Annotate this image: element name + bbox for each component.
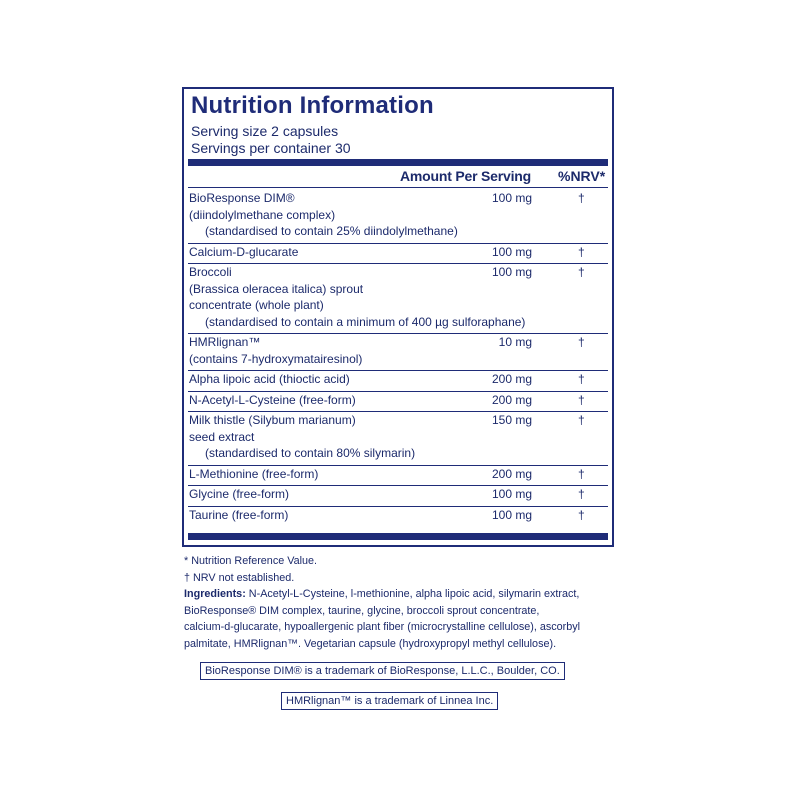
nutrient-name (189, 334, 362, 367)
nutrient-name-line: (standardised to contain 25% diindolylmethane) (205, 224, 458, 238)
nutrient-name-line: (diindolylmethane complex) (189, 207, 336, 222)
nutrient-row (184, 507, 612, 528)
nutrient-row (184, 392, 612, 413)
nutrient-name (189, 190, 458, 240)
nutrient-nrv: † (578, 413, 585, 427)
nutrient-row (184, 244, 612, 265)
nutrient-name-line: (standardised to contain 80% silymarin) (205, 446, 416, 460)
nutrient-name (189, 264, 525, 330)
nutrient-amount: 100 mg (491, 487, 532, 501)
nutrient-row (184, 371, 612, 392)
nutrient-amount: 200 mg (491, 392, 532, 407)
nutrient-name (189, 244, 298, 261)
nutrient-amount: 10 mg (498, 335, 532, 349)
nrv-definition: * Nutrition Reference Value. (184, 555, 318, 567)
nutrient-name-line: Glycine (free-form) (189, 487, 290, 501)
ingredients-line: palmitate, HMRlignan™. Vegetarian capsule (hydroxypropyl methyl cellulose). (184, 637, 557, 650)
nutrient-name-line: (Brassica oleracea italica) sprout (189, 281, 364, 296)
nutrient-row (184, 264, 612, 334)
nutrient-row (184, 486, 612, 507)
nutrient-name-line: HMRlignan™ (189, 335, 261, 349)
nutrient-amount: 100 mg (491, 265, 532, 279)
nutrient-name-line: Milk thistle (Silybum marianum) (189, 413, 356, 427)
header-bottom-rule (188, 187, 608, 188)
ingredients-line: BioResponse® DIM complex, taurine, glycine, broccoli sprout concentrate, (184, 604, 540, 617)
nutrient-nrv: † (578, 392, 585, 407)
nutrient-name-line: Calcium-D-glucarate (189, 244, 299, 259)
nutrient-amount: 100 mg (491, 507, 532, 522)
nutrient-nrv: † (578, 507, 585, 522)
trademark-notice-bioresponse: BioResponse DIM® is a trademark of BioResponse, L.L.C., Boulder, CO. (200, 662, 565, 680)
nutrient-name-line: Broccoli (189, 265, 232, 279)
header-rule (188, 159, 608, 166)
nutrient-row (184, 412, 612, 466)
nutrient-row (184, 190, 612, 244)
nrv-not-established: † NRV not established. (184, 571, 295, 584)
amount-header: Amount Per Serving (400, 168, 531, 184)
nutrient-name-line: BioResponse DIM® (189, 191, 295, 205)
nutrient-name (189, 507, 288, 524)
nutrient-name (189, 412, 415, 462)
nutrient-name-line: (standardised to contain a minimum of 400 µg sulforaphane) (205, 314, 526, 329)
nutrient-row (184, 334, 612, 371)
table-bottom-rule (188, 533, 608, 540)
servings-per-container: Servings per container 30 (191, 140, 351, 156)
nutrient-nrv: † (578, 244, 585, 259)
nutrient-name-line: seed extract (189, 429, 255, 444)
nutrient-nrv: † (578, 372, 585, 386)
nutrient-nrv: † (578, 487, 585, 501)
ingredients-line (184, 586, 624, 603)
serving-size: Serving size 2 capsules (191, 123, 339, 139)
nutrient-nrv: † (578, 265, 585, 279)
ingredients-line: calcium-d-glucarate, hypoallergenic plant fiber (microcrystalline cellulose), ascorbyl (184, 621, 581, 633)
ingredients-label: Ingredients: (184, 588, 246, 600)
nutrient-name-line: Alpha lipoic acid (thioctic acid) (189, 372, 350, 386)
nutrient-name-line: concentrate (whole plant) (189, 298, 324, 312)
nutrient-name (189, 486, 289, 503)
panel-title: Nutrition Information (191, 92, 434, 119)
ingredients-text: N-Acetyl-L-Cysteine, l-methionine, alpha lipoic acid, silymarin extract, (245, 588, 580, 600)
nutrient-name-line: (contains 7-hydroxymatairesinol) (189, 351, 363, 366)
nutrient-amount: 150 mg (491, 413, 532, 427)
nutrient-amount: 200 mg (491, 372, 532, 386)
nutrition-panel (182, 87, 614, 547)
nutrient-nrv: † (578, 191, 585, 205)
nutrient-name-line: Taurine (free-form) (189, 507, 289, 522)
nutrient-name (189, 466, 318, 483)
footnotes (184, 553, 624, 652)
nutrient-nrv: † (578, 466, 585, 481)
trademark-notice-hmrlignan: HMRlignan™ is a trademark of Linnea Inc. (281, 692, 498, 710)
nutrient-amount: 200 mg (491, 466, 532, 481)
nutrient-name-line: L-Methionine (free-form) (189, 466, 319, 481)
nutrient-name (189, 392, 356, 409)
nrv-header: %NRV* (558, 168, 606, 184)
nutrient-name (189, 371, 350, 388)
nutrient-nrv: † (578, 335, 585, 349)
nutrient-amount: 100 mg (491, 244, 532, 259)
nutrient-row (184, 466, 612, 487)
nutrient-amount: 100 mg (491, 191, 532, 205)
nutrient-name-line: N-Acetyl-L-Cysteine (free-form) (189, 392, 356, 407)
